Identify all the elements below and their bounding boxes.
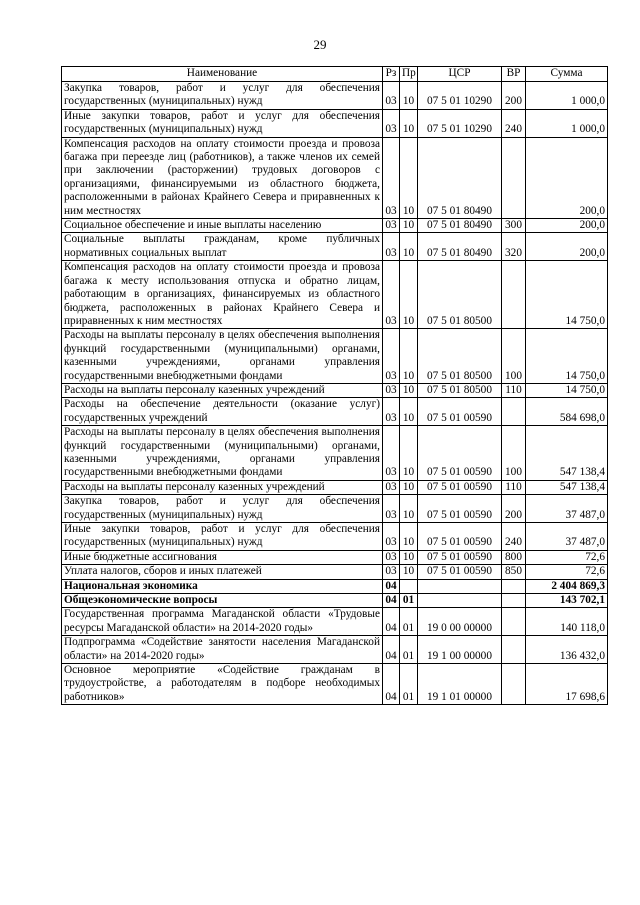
cell-pr: 10	[400, 523, 418, 551]
cell-vr: 240	[502, 109, 526, 137]
table-row	[62, 426, 608, 481]
header-sum: Сумма	[526, 67, 608, 82]
cell-csr: 07 5 01 00590	[418, 550, 502, 564]
cell-vr: 300	[502, 219, 526, 233]
cell-name: Социальное обеспечение и иные выплаты населению	[62, 219, 383, 233]
table-row	[62, 636, 608, 664]
cell-sum: 200,0	[526, 233, 608, 261]
page-number: 29	[313, 37, 327, 52]
table-row	[62, 550, 608, 564]
table-row	[62, 109, 608, 137]
cell-vr	[502, 137, 526, 218]
cell-sum: 200,0	[526, 137, 608, 218]
cell-sum: 37 487,0	[526, 523, 608, 551]
cell-pr: 01	[400, 664, 418, 705]
table-row	[62, 261, 608, 329]
cell-vr: 100	[502, 426, 526, 481]
cell-sum: 2 404 869,3	[526, 579, 608, 593]
cell-name: Общеэкономические вопросы	[62, 594, 383, 608]
cell-name: Государственная программа Магаданской области «Трудовые ресурсы Магаданской области» на 2014-2020 годы»	[62, 608, 383, 636]
cell-csr: 07 5 01 80500	[418, 329, 502, 384]
cell-name: Национальная экономика	[62, 579, 383, 593]
cell-pr: 10	[400, 233, 418, 261]
cell-rz: 03	[383, 480, 400, 494]
header-csr: ЦСР	[418, 67, 502, 82]
table-row	[62, 523, 608, 551]
cell-csr: 07 5 01 00590	[418, 426, 502, 481]
table-row	[62, 495, 608, 523]
cell-sum: 72,6	[526, 550, 608, 564]
cell-sum: 14 750,0	[526, 329, 608, 384]
cell-name: Расходы на выплаты персоналу казенных учреждений	[62, 383, 383, 397]
cell-sum: 1 000,0	[526, 82, 608, 110]
cell-rz: 04	[383, 636, 400, 664]
cell-rz: 03	[383, 426, 400, 481]
cell-rz: 03	[383, 565, 400, 579]
cell-vr	[502, 608, 526, 636]
cell-rz: 03	[383, 82, 400, 110]
table-header	[62, 67, 608, 82]
cell-rz: 04	[383, 594, 400, 608]
cell-vr	[502, 636, 526, 664]
cell-csr: 07 5 01 80490	[418, 137, 502, 218]
cell-sum: 547 138,4	[526, 426, 608, 481]
cell-pr: 10	[400, 329, 418, 384]
table-row	[62, 565, 608, 579]
cell-name: Иные бюджетные ассигнования	[62, 550, 383, 564]
cell-name: Закупка товаров, работ и услуг для обеспечения государственных (муниципальных) нужд	[62, 82, 383, 110]
cell-sum: 1 000,0	[526, 109, 608, 137]
cell-vr: 320	[502, 233, 526, 261]
cell-vr: 100	[502, 329, 526, 384]
cell-csr: 07 5 01 00590	[418, 398, 502, 426]
cell-pr: 10	[400, 383, 418, 397]
cell-name: Компенсация расходов на оплату стоимости проезда и провоза багажа при переезде лиц (работников), а также членов их семей при заключении (расторжении) трудовых договоров с организациями, финансируемыми из областного бюджета, расположенными в районах Крайнего Севера и приравненных к ним местностях	[62, 137, 383, 218]
cell-pr: 10	[400, 109, 418, 137]
table-row	[62, 608, 608, 636]
cell-vr: 240	[502, 523, 526, 551]
cell-csr: 19 0 00 00000	[418, 608, 502, 636]
cell-name: Компенсация расходов на оплату стоимости проезда и провоза багажа к месту использования отпуска и обратно лицам, работающим в организациях, финансируемых из областного бюджета, расположенных в районах Крайнего Севера и приравненных к ним местностях	[62, 261, 383, 329]
cell-pr: 10	[400, 480, 418, 494]
table-row	[62, 137, 608, 218]
cell-rz: 03	[383, 233, 400, 261]
budget-table	[61, 66, 608, 705]
cell-sum: 37 487,0	[526, 495, 608, 523]
cell-pr: 10	[400, 426, 418, 481]
cell-rz: 04	[383, 608, 400, 636]
cell-pr: 10	[400, 565, 418, 579]
cell-pr: 10	[400, 495, 418, 523]
cell-vr: 200	[502, 82, 526, 110]
cell-pr: 01	[400, 636, 418, 664]
cell-sum: 136 432,0	[526, 636, 608, 664]
header-name: Наименование	[62, 67, 383, 82]
header-pr: Пр	[400, 67, 418, 82]
cell-pr: 01	[400, 594, 418, 608]
cell-pr: 10	[400, 398, 418, 426]
cell-csr: 07 5 01 00590	[418, 565, 502, 579]
cell-csr: 07 5 01 00590	[418, 523, 502, 551]
cell-csr: 19 1 00 00000	[418, 636, 502, 664]
cell-pr: 10	[400, 137, 418, 218]
cell-csr: 07 5 01 00590	[418, 495, 502, 523]
cell-csr: 07 5 01 10290	[418, 109, 502, 137]
cell-name: Социальные выплаты гражданам, кроме публичных нормативных социальных выплат	[62, 233, 383, 261]
cell-sum: 143 702,1	[526, 594, 608, 608]
cell-pr: 10	[400, 219, 418, 233]
cell-rz: 03	[383, 495, 400, 523]
cell-sum: 72,6	[526, 565, 608, 579]
cell-vr	[502, 398, 526, 426]
cell-pr: 10	[400, 82, 418, 110]
cell-rz: 03	[383, 329, 400, 384]
cell-csr: 07 5 01 00590	[418, 480, 502, 494]
cell-name: Закупка товаров, работ и услуг для обеспечения государственных (муниципальных) нужд	[62, 495, 383, 523]
cell-csr: 07 5 01 80490	[418, 233, 502, 261]
cell-csr: 07 5 01 80490	[418, 219, 502, 233]
table-row	[62, 480, 608, 494]
cell-name: Иные закупки товаров, работ и услуг для обеспечения государственных (муниципальных) нужд	[62, 109, 383, 137]
cell-pr: 10	[400, 261, 418, 329]
table-row	[62, 82, 608, 110]
table-row	[62, 219, 608, 233]
cell-pr	[400, 579, 418, 593]
cell-sum: 140 118,0	[526, 608, 608, 636]
table-row	[62, 594, 608, 608]
cell-vr: 850	[502, 565, 526, 579]
cell-rz: 03	[383, 109, 400, 137]
cell-csr	[418, 594, 502, 608]
table-row	[62, 383, 608, 397]
cell-name: Расходы на выплаты персоналу в целях обеспечения выполнения функций государственными (муниципальными) органами, казенными учреждениями, органами управления государственными внебюджетными фондами	[62, 329, 383, 384]
cell-csr: 19 1 01 00000	[418, 664, 502, 705]
cell-csr: 07 5 01 10290	[418, 82, 502, 110]
cell-vr	[502, 594, 526, 608]
cell-vr: 800	[502, 550, 526, 564]
cell-pr: 01	[400, 608, 418, 636]
cell-vr	[502, 664, 526, 705]
cell-rz: 03	[383, 137, 400, 218]
cell-sum: 200,0	[526, 219, 608, 233]
header-rz: Рз	[383, 67, 400, 82]
cell-vr: 200	[502, 495, 526, 523]
cell-vr: 110	[502, 480, 526, 494]
cell-pr: 10	[400, 550, 418, 564]
cell-csr: 07 5 01 80500	[418, 261, 502, 329]
cell-rz: 04	[383, 664, 400, 705]
cell-sum: 547 138,4	[526, 480, 608, 494]
table-row	[62, 398, 608, 426]
cell-sum: 17 698,6	[526, 664, 608, 705]
cell-rz: 03	[383, 398, 400, 426]
cell-name: Иные закупки товаров, работ и услуг для обеспечения государственных (муниципальных) нужд	[62, 523, 383, 551]
cell-rz: 03	[383, 219, 400, 233]
table-row	[62, 664, 608, 705]
cell-name: Расходы на выплаты персоналу казенных учреждений	[62, 480, 383, 494]
cell-csr	[418, 579, 502, 593]
cell-vr: 110	[502, 383, 526, 397]
cell-rz: 03	[383, 261, 400, 329]
header-row	[62, 67, 608, 82]
cell-rz: 04	[383, 579, 400, 593]
cell-sum: 14 750,0	[526, 383, 608, 397]
cell-name: Уплата налогов, сборов и иных платежей	[62, 565, 383, 579]
cell-name: Расходы на обеспечение деятельности (оказание услуг) государственных учреждений	[62, 398, 383, 426]
cell-sum: 14 750,0	[526, 261, 608, 329]
cell-sum: 584 698,0	[526, 398, 608, 426]
cell-vr	[502, 261, 526, 329]
cell-rz: 03	[383, 523, 400, 551]
cell-name: Расходы на выплаты персоналу в целях обеспечения выполнения функций государственными (муниципальными) органами, казенными учреждениями, органами управления государственными внебюджетными фондами	[62, 426, 383, 481]
cell-vr	[502, 579, 526, 593]
table-body	[62, 82, 608, 705]
table-row	[62, 329, 608, 384]
table-row	[62, 233, 608, 261]
cell-rz: 03	[383, 383, 400, 397]
cell-rz: 03	[383, 550, 400, 564]
cell-csr: 07 5 01 80500	[418, 383, 502, 397]
cell-name: Основное мероприятие «Содействие гражданам в трудоустройстве, а работодателям в подборе необходимых работников»	[62, 664, 383, 705]
table-row	[62, 579, 608, 593]
header-vr: ВР	[502, 67, 526, 82]
cell-name: Подпрограмма «Содействие занятости населения Магаданской области» на 2014-2020 годы»	[62, 636, 383, 664]
